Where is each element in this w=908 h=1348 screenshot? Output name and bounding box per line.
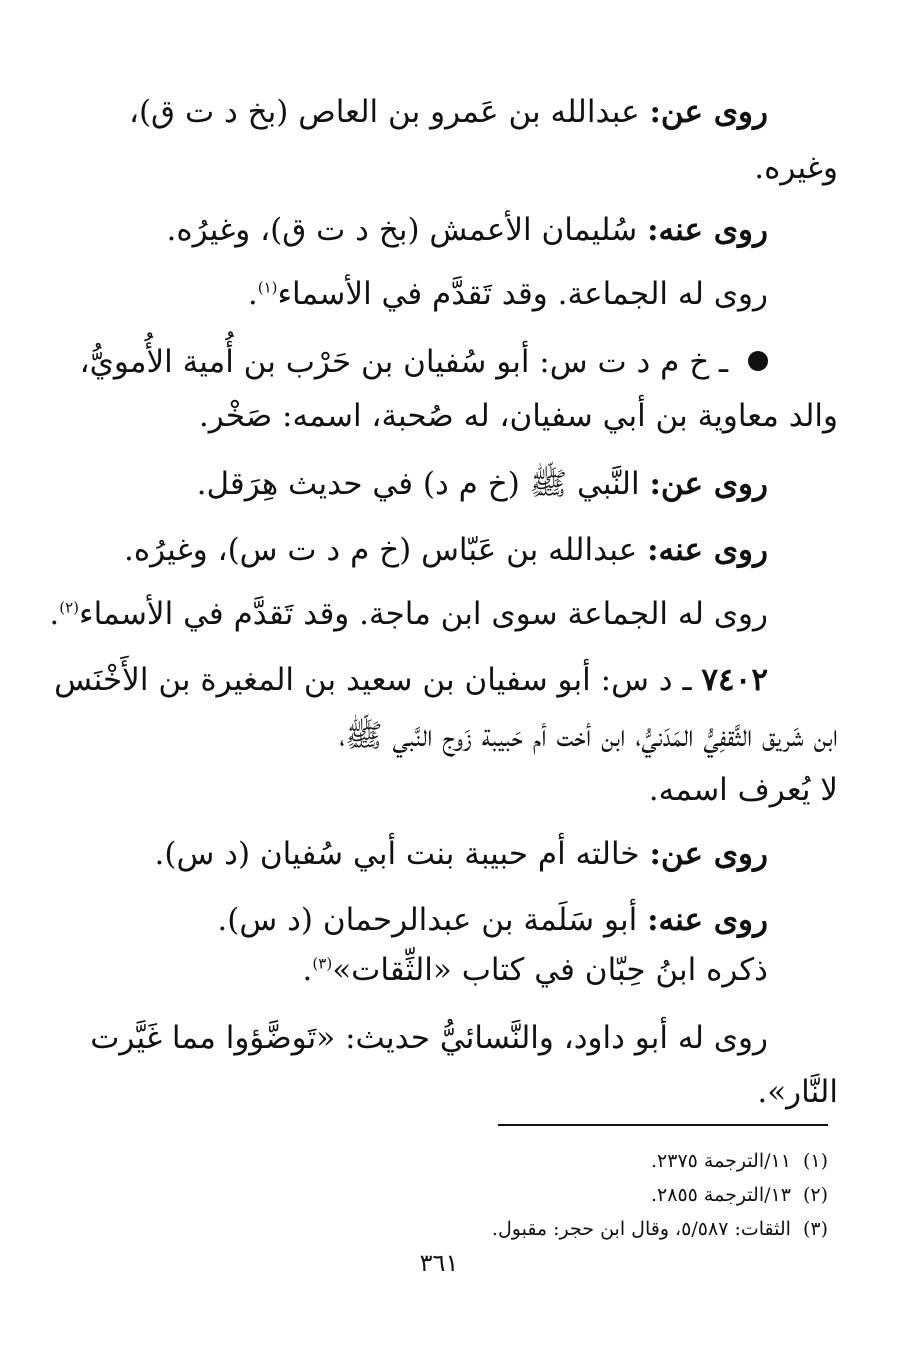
line-text: عبدالله بن عَبّاس (خ م د ت س)، وغيرُه.	[123, 532, 648, 568]
text-line	[130, 770, 838, 814]
text-line	[79, 342, 768, 386]
line-text: سُليمان الأعمش (بخ د ت ق)، وغيرُه.	[166, 212, 648, 248]
text-line	[130, 92, 768, 136]
line-text: النَّار».	[757, 1074, 838, 1110]
text-line	[130, 148, 838, 192]
page-number	[0, 1248, 908, 1278]
entry-number: ٧٤٠٢	[701, 662, 768, 698]
footnote-ref: (٢)	[59, 598, 79, 617]
line-tail: .	[302, 952, 313, 988]
text-line	[90, 1018, 768, 1062]
text-line	[130, 900, 768, 944]
line-text: روى له الجماعة سوى ابن ماجة. وقد تَقدَّم في الأسماء	[79, 596, 768, 632]
line-text: أبو سَلَمة بن عبدالرحمان (د س).	[217, 902, 648, 938]
line-lead: روى عن:	[649, 94, 768, 130]
line-text: لا يُعرف اسمه.	[648, 772, 838, 808]
text-line	[123, 530, 768, 574]
text-line	[130, 274, 768, 318]
footnote-number: (٣)	[802, 1218, 828, 1240]
footnote-text: الثقات: ٥/٥٨٧، وقال ابن حجر: مقبول.	[491, 1218, 791, 1240]
line-text: عبدالله بن عَمرو بن العاص (بخ د ت ق)،	[128, 94, 650, 130]
footnote-divider	[498, 1124, 828, 1126]
line-lead: روى عنه:	[647, 902, 768, 938]
footnote	[300, 1216, 828, 1244]
footnote-text: ١١/الترجمة ٢٣٧٥.	[650, 1150, 791, 1172]
footnote	[300, 1182, 828, 1210]
footnote-ref: (١)	[257, 278, 278, 297]
footnote	[300, 1148, 828, 1176]
text-line	[130, 950, 768, 994]
text-line	[130, 464, 768, 508]
line-text: وغيره.	[754, 150, 838, 186]
text-line	[54, 660, 768, 704]
line-lead: روى عنه:	[647, 212, 768, 248]
footnote-number: (٢)	[802, 1184, 828, 1206]
line-tail: .	[247, 276, 258, 312]
line-text: والد معاوية بن أبي سفيان، له صُحبة، اسمه: صَخْر.	[198, 398, 838, 434]
bullet-marker	[748, 351, 768, 371]
text-line	[49, 594, 768, 638]
line-text: ابن شَريق الثَّقفِيُّ المَدَنيُّ، ابن أخت أم حَبيبة زَوج النَّبي ﷺ،	[339, 718, 838, 754]
footnote-ref: (٣)	[312, 954, 333, 973]
line-text: روى له أبو داود، والنَّسائيُّ حديث: «تَوضَّؤوا مما غَيَّرت	[90, 1020, 768, 1056]
footnote-text: ١٣/الترجمة ٢٨٥٥.	[650, 1184, 791, 1206]
text-line	[130, 396, 838, 440]
line-lead: روى عن:	[649, 466, 768, 502]
line-lead: روى عن:	[649, 836, 768, 872]
text-line	[130, 834, 768, 878]
text-line	[130, 716, 838, 760]
page-number-text: ٣٦١	[419, 1249, 459, 1277]
line-text: ـ خ م د ت س: أبو سُفيان بن حَرْب بن أُمية الأُمويُّ،	[79, 344, 738, 380]
line-text: ـ د س: أبو سفيان بن سعيد بن المغيرة بن الأَخْنَس	[54, 662, 702, 698]
line-tail: .	[49, 596, 60, 632]
text-line	[130, 210, 768, 254]
line-text: النَّبي ﷺ (خ م د) في حديث هِرَقل.	[196, 466, 650, 502]
line-text: خالته أم حبيبة بنت أبي سُفيان (د س).	[154, 836, 650, 872]
footnote-number: (١)	[802, 1150, 828, 1172]
text-line	[130, 1072, 838, 1116]
line-text: روى له الجماعة. وقد تَقدَّم في الأسماء	[277, 276, 768, 312]
line-lead: روى عنه:	[647, 532, 768, 568]
line-text: ذكره ابنُ حِبّان في كتاب «الثِّقات»	[332, 952, 768, 988]
